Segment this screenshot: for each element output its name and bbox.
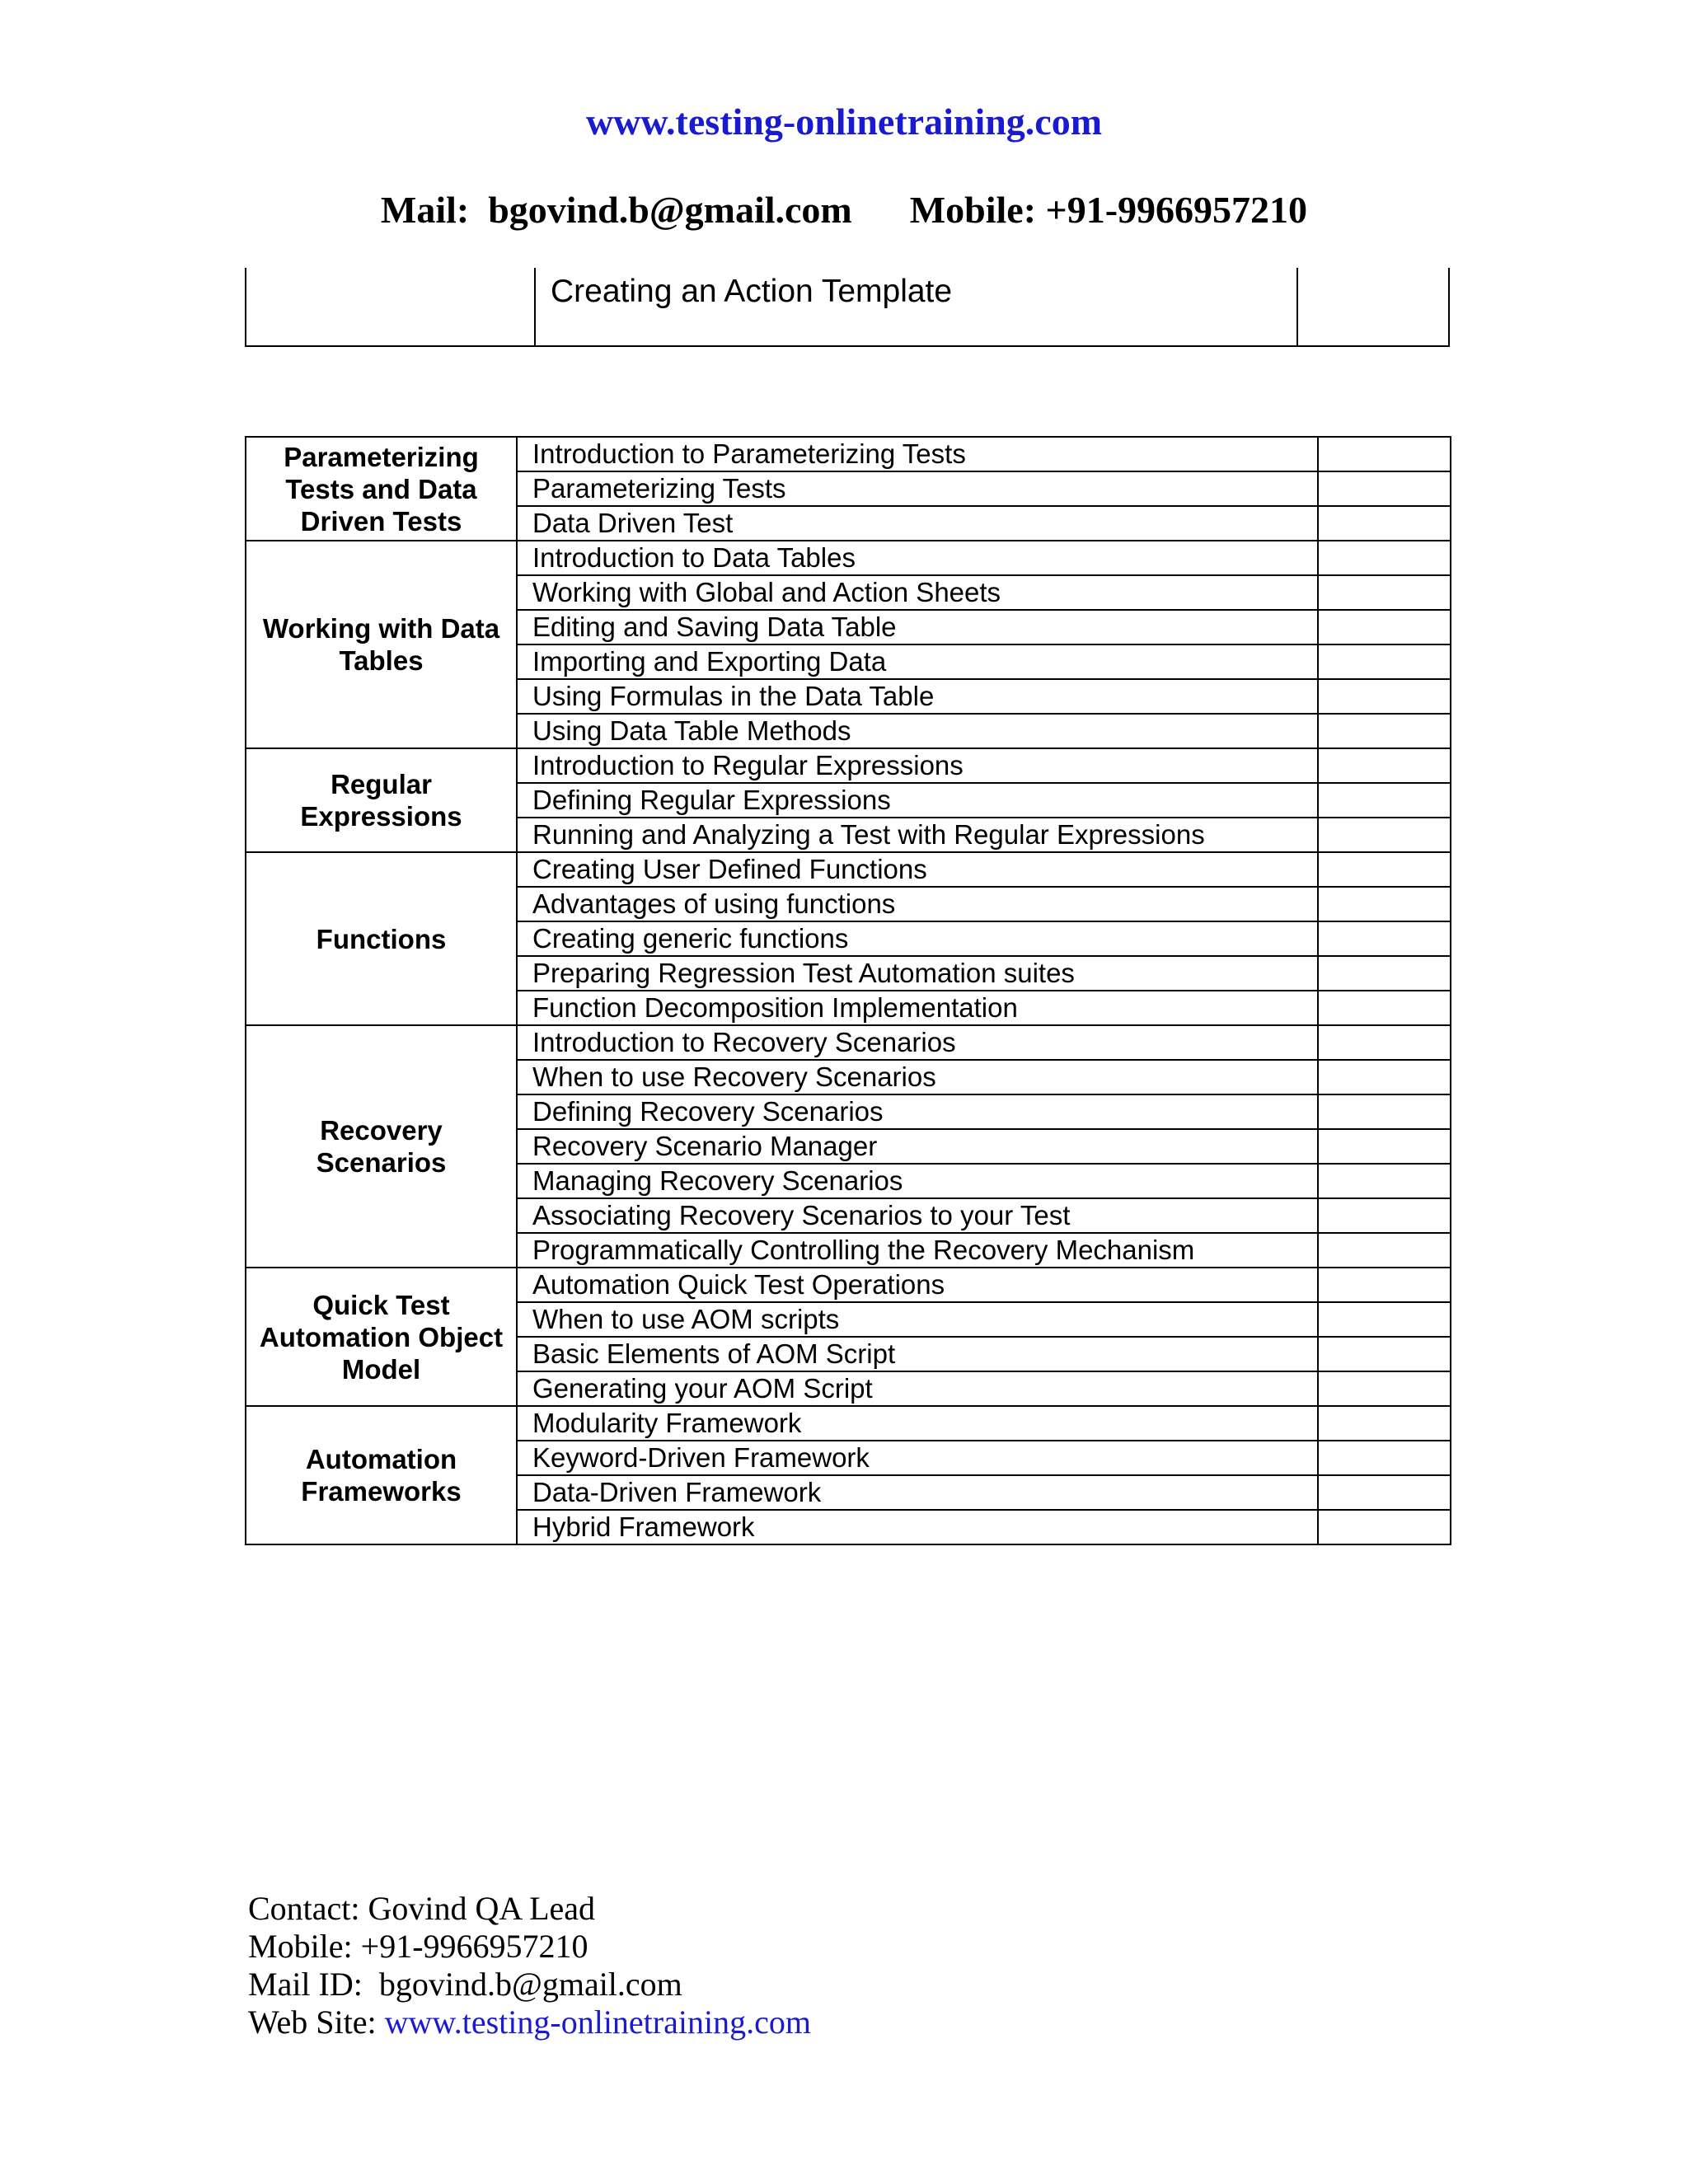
status-cell — [1318, 1129, 1451, 1164]
topic-cell: Using Formulas in the Data Table — [517, 679, 1318, 714]
status-cell — [1318, 506, 1451, 541]
footer-mobile: +91-9966957210 — [360, 1928, 588, 1965]
module-cell — [246, 268, 535, 346]
status-cell — [1318, 1025, 1451, 1060]
topic-cell: Keyword-Driven Framework — [517, 1441, 1318, 1475]
status-cell — [1318, 575, 1451, 610]
status-cell — [1318, 610, 1451, 644]
status-cell — [1318, 714, 1451, 748]
topic-cell: Introduction to Parameterizing Tests — [517, 437, 1318, 471]
topic-cell: Creating an Action Template — [535, 268, 1297, 346]
topic-cell: Importing and Exporting Data — [517, 644, 1318, 679]
topic-cell: Modularity Framework — [517, 1406, 1318, 1441]
topic-cell: When to use AOM scripts — [517, 1302, 1318, 1337]
status-cell — [1318, 644, 1451, 679]
module-label: Working with Data Tables — [262, 613, 500, 676]
status-cell — [1318, 1198, 1451, 1233]
status-cell — [1318, 1475, 1451, 1510]
status-cell — [1318, 1441, 1451, 1475]
status-cell — [1318, 1337, 1451, 1371]
status-cell — [1318, 887, 1451, 921]
topic-cell: Creating User Defined Functions — [517, 852, 1318, 887]
status-cell — [1318, 1060, 1451, 1094]
footer-contact-label: Contact: — [248, 1890, 360, 1927]
module-cell — [246, 1268, 517, 1406]
module-label: Regular Expressions — [300, 769, 462, 832]
status-cell — [1318, 1510, 1451, 1544]
header-mobile: +91-9966957210 — [1045, 189, 1308, 231]
topic-cell: Data Driven Test — [517, 506, 1318, 541]
status-cell — [1318, 1233, 1451, 1268]
module-cell — [246, 541, 517, 748]
topic-cell: When to use Recovery Scenarios — [517, 1060, 1318, 1094]
status-cell — [1318, 783, 1451, 818]
syllabus-table — [245, 436, 1451, 1545]
footer-mail-row — [248, 1966, 811, 2004]
status-cell — [1318, 437, 1451, 471]
status-cell — [1318, 1268, 1451, 1302]
footer-mail[interactable]: bgovind.b@gmail.com — [378, 1966, 682, 2003]
status-cell — [1318, 921, 1451, 956]
status-cell — [1318, 748, 1451, 783]
status-cell — [1318, 852, 1451, 887]
module-label: Quick Test Automation Object Model — [259, 1289, 504, 1385]
status-cell — [1318, 471, 1451, 506]
footer-mobile-label: Mobile: — [248, 1928, 353, 1965]
topic-cell: Running and Analyzing a Test with Regular Expressions — [517, 818, 1318, 852]
topic-cell: Automation Quick Test Operations — [517, 1268, 1318, 1302]
status-cell — [1318, 818, 1451, 852]
table-row — [246, 1025, 1451, 1060]
topic-cell: Generating your AOM Script — [517, 1371, 1318, 1406]
footer-contact-name: Govind QA Lead — [368, 1890, 596, 1927]
topic-cell: Introduction to Data Tables — [517, 541, 1318, 575]
header-mail-label: Mail: — [380, 189, 470, 231]
topic-cell: Editing and Saving Data Table — [517, 610, 1318, 644]
topic-cell: Creating generic functions — [517, 921, 1318, 956]
table-row — [246, 1406, 1451, 1441]
footer-contact — [248, 1890, 811, 2041]
table-row — [246, 852, 1451, 887]
status-cell — [1318, 1164, 1451, 1198]
table-row — [246, 748, 1451, 783]
table-row — [246, 437, 1451, 471]
footer-mail-label: Mail ID: — [248, 1966, 363, 2003]
topic-cell: Hybrid Framework — [517, 1510, 1318, 1544]
topic-cell: Using Data Table Methods — [517, 714, 1318, 748]
status-cell — [1318, 1094, 1451, 1129]
module-label: Recovery Scenarios — [316, 1115, 447, 1178]
module-label: Functions — [316, 923, 447, 954]
table-row — [246, 1268, 1451, 1302]
module-cell — [246, 437, 517, 541]
footer-contact-row — [248, 1890, 811, 1928]
footer-website-link[interactable]: www.testing-onlinetraining.com — [384, 2004, 811, 2041]
module-cell — [246, 852, 517, 1025]
table-row — [246, 268, 1449, 346]
topic-cell: Programmatically Controlling the Recovery Mechanism — [517, 1233, 1318, 1268]
topic-cell: Introduction to Regular Expressions — [517, 748, 1318, 783]
topic-cell: Advantages of using functions — [517, 887, 1318, 921]
header-mobile-label: Mobile: — [909, 189, 1037, 231]
header-contact-line — [0, 185, 1688, 235]
module-cell — [246, 748, 517, 852]
module-label: Automation Frameworks — [301, 1444, 462, 1507]
header-mail[interactable]: bgovind.b@gmail.com — [488, 189, 852, 231]
footer-mobile-row — [248, 1928, 811, 1966]
continuation-table — [245, 268, 1450, 347]
table-row — [246, 541, 1451, 575]
status-cell — [1318, 956, 1451, 991]
topic-cell: Defining Recovery Scenarios — [517, 1094, 1318, 1129]
status-cell — [1318, 1371, 1451, 1406]
topic-cell: Function Decomposition Implementation — [517, 991, 1318, 1025]
module-label: Parameterizing Tests and Data Driven Tests — [284, 441, 479, 537]
topic-cell: Parameterizing Tests — [517, 471, 1318, 506]
topic-cell: Introduction to Recovery Scenarios — [517, 1025, 1318, 1060]
status-cell — [1318, 679, 1451, 714]
module-cell — [246, 1406, 517, 1544]
status-cell — [1297, 268, 1449, 346]
topic-cell: Recovery Scenario Manager — [517, 1129, 1318, 1164]
status-cell — [1318, 1406, 1451, 1441]
header-website-link[interactable]: www.testing-onlinetraining.com — [585, 101, 1103, 143]
topic-cell: Working with Global and Action Sheets — [517, 575, 1318, 610]
topic-cell: Managing Recovery Scenarios — [517, 1164, 1318, 1198]
topic-cell: Defining Regular Expressions — [517, 783, 1318, 818]
status-cell — [1318, 991, 1451, 1025]
topic-cell: Preparing Regression Test Automation suites — [517, 956, 1318, 991]
footer-website-row — [248, 2004, 811, 2041]
status-cell — [1318, 1302, 1451, 1337]
topic-cell: Data-Driven Framework — [517, 1475, 1318, 1510]
status-cell — [1318, 541, 1451, 575]
module-cell — [246, 1025, 517, 1268]
footer-website-label: Web Site: — [248, 2004, 377, 2041]
topic-cell: Associating Recovery Scenarios to your Test — [517, 1198, 1318, 1233]
topic-cell: Basic Elements of AOM Script — [517, 1337, 1318, 1371]
